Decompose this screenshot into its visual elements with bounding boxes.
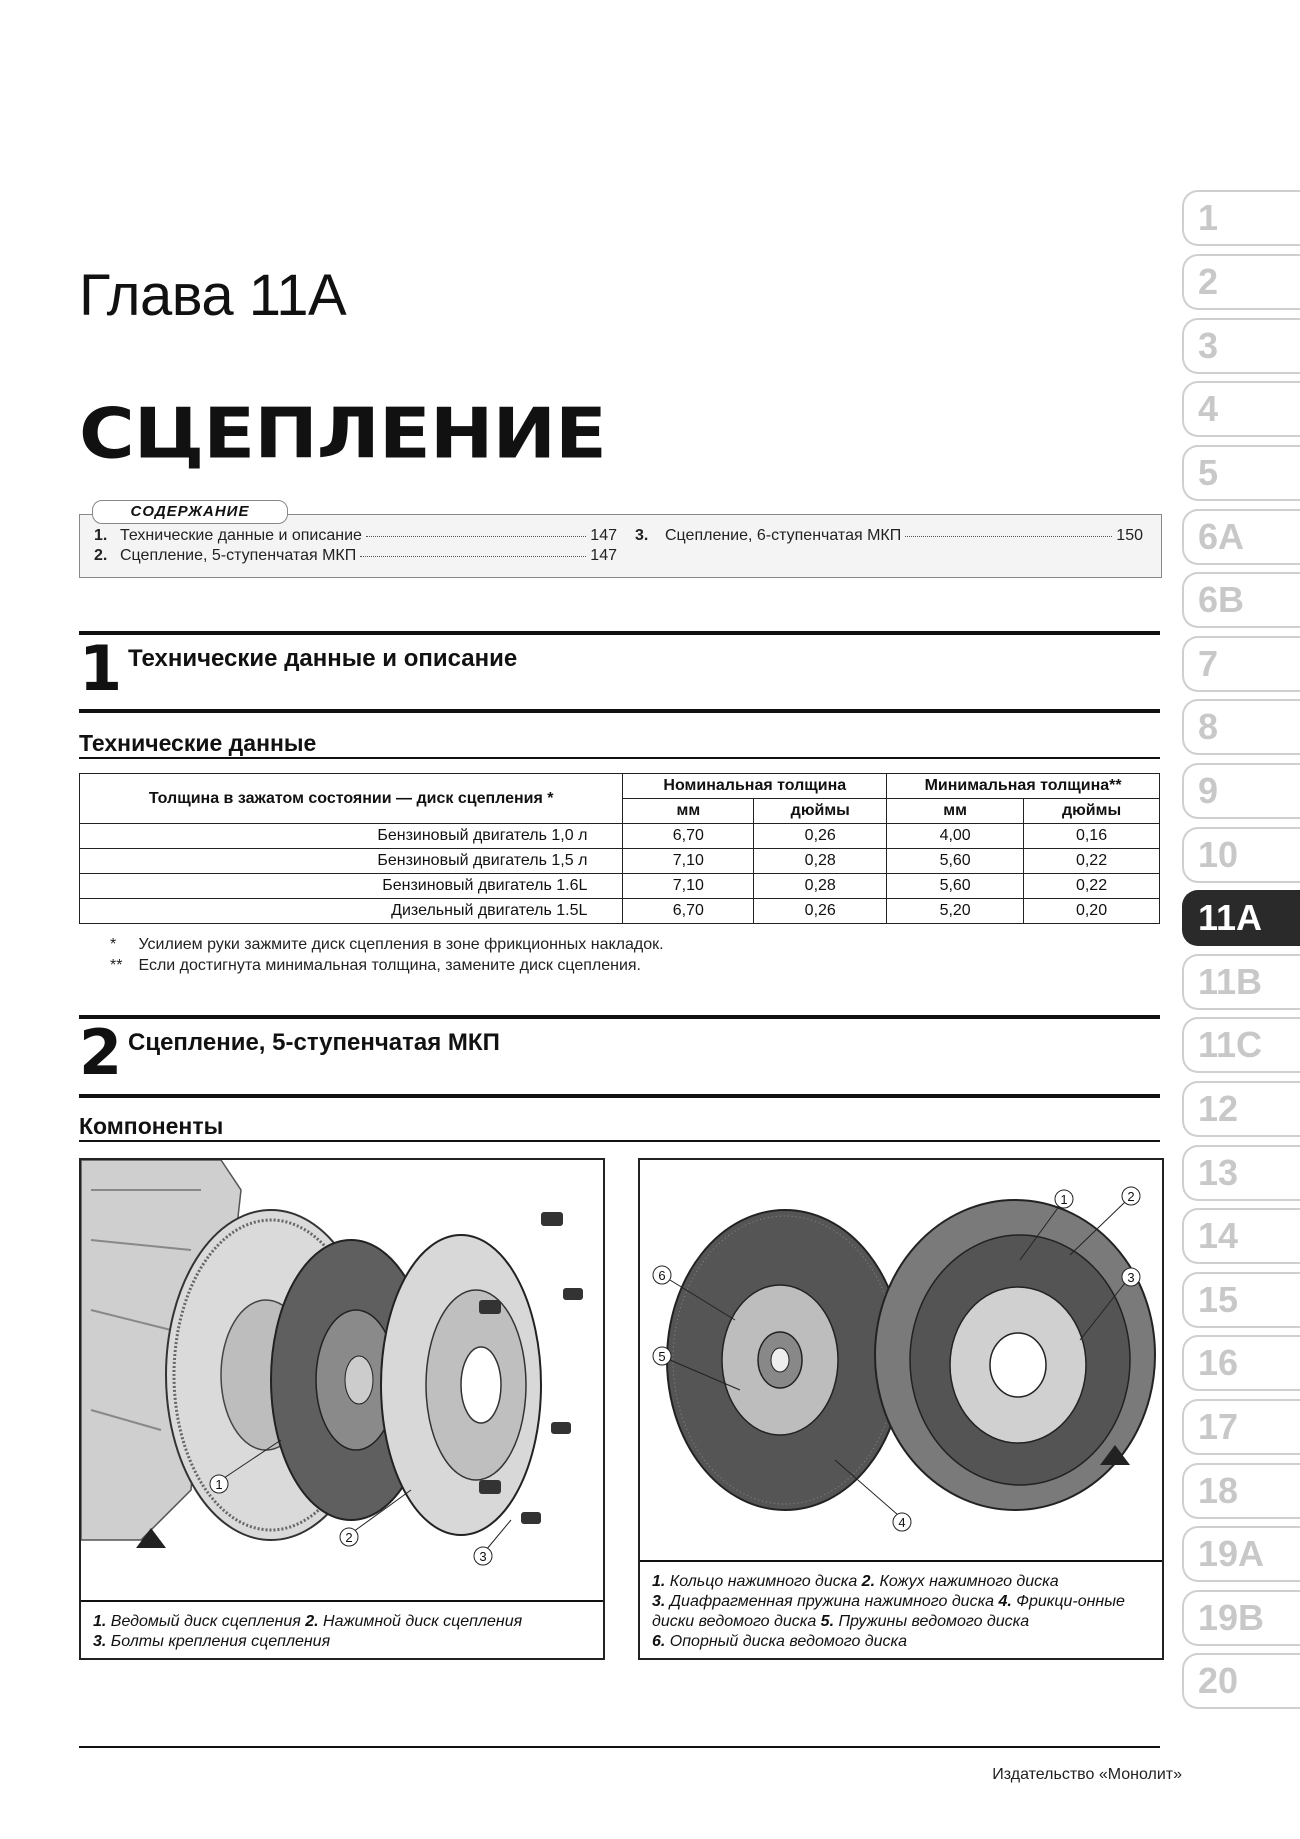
chapter-tab-6a[interactable]: 6A	[1182, 509, 1300, 565]
spec-header-mm: мм	[623, 799, 754, 824]
footnote-text: Усилием руки зажмите диск сцепления в зоне фрикционных накладок.	[138, 936, 664, 953]
footnote-2	[110, 957, 641, 975]
chapter-tab-10[interactable]: 10	[1182, 827, 1300, 883]
spec-table	[79, 773, 1160, 924]
minimal-inch: 0,22	[1024, 849, 1160, 874]
nominal-inch: 0,28	[754, 874, 887, 899]
caption-text: Пружины ведомого диска	[834, 1613, 1030, 1630]
minimal-inch: 0,20	[1024, 899, 1160, 924]
spec-header-minimal: Минимальная толщина**	[887, 774, 1160, 799]
caption-num: 1.	[93, 1613, 107, 1630]
caption-text: Болты крепления сцепления	[106, 1633, 331, 1650]
toc-item-num: 2.	[94, 547, 108, 564]
engine-label: Бензиновый двигатель 1,0 л	[80, 824, 623, 849]
section-1-number: 1	[79, 632, 123, 705]
chapter-tab-11c[interactable]: 11C	[1182, 1017, 1300, 1073]
caption-text: Кольцо нажимного диска	[665, 1573, 862, 1590]
callout-label: 4	[898, 1515, 906, 1530]
caption-num: 3.	[93, 1633, 107, 1650]
section-2-number: 2	[79, 1016, 123, 1089]
callout-label: 1	[215, 1477, 223, 1492]
chapter-tab-7[interactable]: 7	[1182, 636, 1300, 692]
engine-label: Бензиновый двигатель 1.6L	[80, 874, 623, 899]
toc-heading: СОДЕРЖАНИЕ	[92, 500, 288, 524]
spec-header-nominal: Номинальная толщина	[623, 774, 887, 799]
components-subtitle-rule	[79, 1140, 1160, 1142]
caption-num: 2.	[305, 1613, 319, 1630]
caption-num: 5.	[820, 1613, 835, 1630]
table-row	[80, 824, 1160, 849]
engine-label: Дизельный двигатель 1.5L	[80, 899, 623, 924]
toc-item-3[interactable]	[635, 527, 1143, 545]
section-2-title: Сцепление, 5-ступенчатая МКП	[128, 1029, 500, 1056]
chapter-tab-3[interactable]: 3	[1182, 318, 1300, 374]
table-row	[80, 874, 1160, 899]
spec-header-inch: дюймы	[754, 799, 887, 824]
caption-num: 2.	[861, 1573, 876, 1590]
publisher-name: Издательство «Монолит»	[992, 1766, 1182, 1783]
minimal-mm: 5,60	[887, 874, 1024, 899]
footnote-mark: *	[110, 936, 117, 953]
caption-num: 6.	[652, 1633, 666, 1650]
table-row	[80, 899, 1160, 924]
section-1-top-rule	[79, 631, 1160, 635]
caption-num: 4.	[998, 1593, 1012, 1610]
chapter-tab-8[interactable]: 8	[1182, 699, 1300, 755]
figure-left-caption	[93, 1612, 593, 1652]
toc-item-num: 3.	[635, 527, 649, 544]
nominal-inch: 0,26	[754, 824, 887, 849]
footnote-1	[110, 936, 664, 954]
chapter-tab-6b[interactable]: 6B	[1182, 572, 1300, 628]
chapter-label: Глава 11А	[79, 263, 347, 328]
chapter-tab-9[interactable]: 9	[1182, 763, 1300, 819]
chapter-tab-15[interactable]: 15	[1182, 1272, 1300, 1328]
footer-rule	[79, 1746, 1160, 1748]
callout-label: 6	[658, 1268, 666, 1283]
section-1-bottom-rule	[79, 709, 1160, 713]
toc-item-text: Сцепление, 5-ступенчатая МКП	[120, 547, 357, 564]
figure-caption-rule	[640, 1560, 1162, 1562]
caption-num: 1.	[652, 1573, 666, 1590]
section-1-title: Технические данные и описание	[128, 645, 518, 672]
section-2-bottom-rule	[79, 1094, 1160, 1098]
clutch-assembly-illustration	[81, 1160, 603, 1600]
caption-num: 3.	[652, 1593, 666, 1610]
toc-item-page: 147	[590, 547, 617, 564]
chapter-tab-18[interactable]: 18	[1182, 1463, 1300, 1519]
chapter-tab-11b[interactable]: 11B	[1182, 954, 1300, 1010]
toc-item-num: 1.	[94, 527, 108, 544]
section-2-top-rule	[79, 1015, 1160, 1019]
figure-left	[79, 1158, 605, 1660]
toc-item-2[interactable]	[94, 547, 617, 565]
spec-header-main: Толщина в зажатом состоянии — диск сцепления *	[80, 774, 623, 824]
caption-text: Фрикци-онные диски ведомого диска	[652, 1593, 1125, 1630]
callout-label: 2	[1127, 1189, 1135, 1204]
table-row	[80, 849, 1160, 874]
callout-label: 5	[658, 1349, 666, 1364]
chapter-tab-13[interactable]: 13	[1182, 1145, 1300, 1201]
toc-item-text: Технические данные и описание	[120, 527, 362, 544]
minimal-inch: 0,16	[1024, 824, 1160, 849]
chapter-tab-11a[interactable]: 11A	[1182, 890, 1300, 946]
nominal-inch: 0,26	[754, 899, 887, 924]
footnote-mark: **	[110, 957, 123, 974]
toc-item-page: 147	[590, 527, 617, 544]
toc-item-1[interactable]	[94, 527, 617, 545]
figure-right-caption	[652, 1572, 1152, 1652]
toc-dots	[905, 536, 1112, 537]
caption-text: Диафрагменная пружина нажимного диска	[665, 1593, 999, 1610]
chapter-tab-5[interactable]: 5	[1182, 445, 1300, 501]
caption-text: Опорный диска ведомого диска	[665, 1633, 907, 1650]
clutch-components-illustration	[640, 1160, 1162, 1560]
toc-dots	[366, 536, 586, 537]
minimal-inch: 0,22	[1024, 874, 1160, 899]
caption-text: Кожух нажимного диска	[875, 1573, 1059, 1590]
toc-item-page: 150	[1116, 527, 1143, 544]
figure-caption-rule	[81, 1600, 603, 1602]
callout-label: 3	[479, 1549, 487, 1564]
nominal-mm: 7,10	[623, 849, 754, 874]
spec-header-inch: дюймы	[1024, 799, 1160, 824]
chapter-tab-4[interactable]: 4	[1182, 381, 1300, 437]
callout-label: 1	[1060, 1192, 1068, 1207]
spec-header-mm: мм	[887, 799, 1024, 824]
spec-subtitle: Технические данные	[79, 730, 317, 756]
figure-right	[638, 1158, 1164, 1660]
chapter-tab-14[interactable]: 14	[1182, 1208, 1300, 1264]
chapter-tab-1[interactable]: 1	[1182, 190, 1300, 246]
spec-subtitle-rule	[79, 757, 1160, 759]
callout-label: 3	[1127, 1270, 1135, 1285]
chapter-tab-19a[interactable]: 19A	[1182, 1526, 1300, 1582]
minimal-mm: 4,00	[887, 824, 1024, 849]
components-subtitle: Компоненты	[79, 1113, 224, 1139]
toc-item-text: Сцепление, 6-ступенчатая МКП	[665, 527, 902, 544]
minimal-mm: 5,60	[887, 849, 1024, 874]
chapter-tab-17[interactable]: 17	[1182, 1399, 1300, 1455]
chapter-tab-20[interactable]: 20	[1182, 1653, 1300, 1709]
engine-label: Бензиновый двигатель 1,5 л	[80, 849, 623, 874]
chapter-tab-19b[interactable]: 19B	[1182, 1590, 1300, 1646]
chapter-tab-2[interactable]: 2	[1182, 254, 1300, 310]
footnote-text: Если достигнута минимальная толщина, замените диск сцепления.	[138, 957, 641, 974]
caption-text: Нажимной диск сцепления	[318, 1613, 523, 1630]
callout-label: 2	[345, 1530, 353, 1545]
nominal-mm: 6,70	[623, 899, 754, 924]
chapter-title: СЦЕПЛЕНИЕ	[79, 392, 606, 474]
caption-text: Ведомый диск сцепления	[106, 1613, 306, 1630]
nominal-inch: 0,28	[754, 849, 887, 874]
nominal-mm: 6,70	[623, 824, 754, 849]
toc-dots	[360, 556, 586, 557]
minimal-mm: 5,20	[887, 899, 1024, 924]
chapter-tab-16[interactable]: 16	[1182, 1335, 1300, 1391]
nominal-mm: 7,10	[623, 874, 754, 899]
chapter-tab-12[interactable]: 12	[1182, 1081, 1300, 1137]
